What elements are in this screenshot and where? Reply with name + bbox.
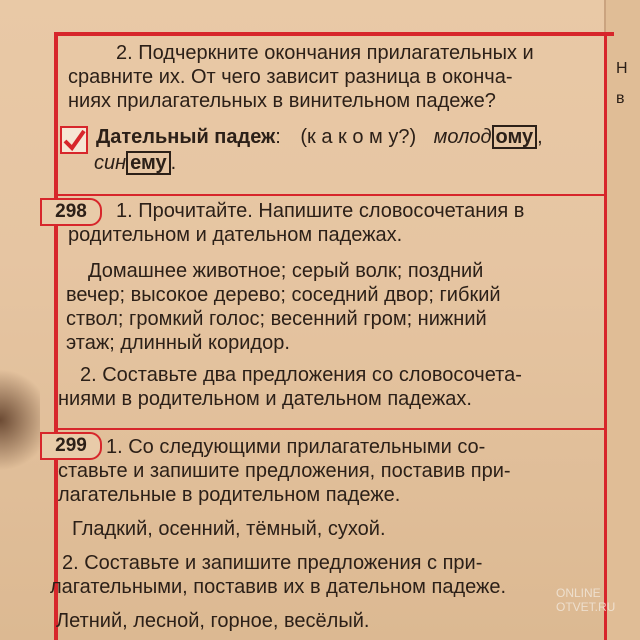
ex299-words2: Летний, лесной, горное, весёлый.	[56, 610, 370, 632]
separator-299	[54, 428, 606, 430]
ex299-task2-line2: лагательными, поставив их в дательном падеже.	[50, 576, 507, 598]
note-word2-stem: син	[94, 152, 127, 174]
ex298-words-line3: ствол; громкий голос; весенний гром; нижний	[66, 308, 487, 330]
note-line1	[96, 124, 543, 150]
ex298-task1-line2: родительном и дательном падежах.	[68, 224, 403, 246]
ex298-words-line1: Домашнее животное; серый волк; поздний	[88, 260, 484, 282]
note-line2	[94, 150, 176, 176]
note-colon: :	[275, 126, 281, 148]
exercise-number-299: 299	[40, 432, 102, 460]
separator-298	[54, 194, 606, 196]
watermark-logo	[556, 586, 636, 626]
next-page-letter: в	[616, 90, 625, 107]
note-word1-ending: ому	[492, 125, 538, 149]
ex298-task2-line2: ниями в родительном и дательном падежах.	[58, 388, 472, 410]
frame-top	[54, 32, 614, 36]
top-task-line3: ниях прилагательных в винительном падеже?	[68, 90, 496, 112]
frame-right	[604, 32, 607, 640]
finger-shadow	[0, 360, 40, 480]
ex298-words-line2: вечер; высокое дерево; соседний двор; гибкий	[66, 284, 501, 306]
watermark-line1: ONLINE	[556, 586, 601, 600]
watermark-line2: OTVET.RU	[556, 600, 616, 614]
note-word2-ending: ему	[126, 151, 171, 175]
exercise-number-298: 298	[40, 198, 102, 226]
note-label: Дательный падеж	[96, 126, 276, 148]
ex299-task2-line1: 2. Составьте и запишите предложения с при-	[62, 552, 483, 574]
ex298-task1-line1: 1. Прочитайте. Напишите словосочетания в	[116, 200, 525, 222]
ex298-task2-line1: 2. Составьте два предложения со словосочета-	[80, 364, 522, 386]
note-dot: .	[170, 152, 177, 174]
ex299-task1-line1: 1. Со следующими прилагательными со-	[106, 436, 486, 458]
note-comma: ,	[537, 126, 543, 148]
ex299-words1: Гладкий, осенний, тёмный, сухой.	[72, 518, 386, 540]
ex299-task1-line3: лагательные в родительном падеже.	[58, 484, 401, 506]
next-page-letter: Н	[616, 60, 628, 77]
ex299-task1-line2: ставьте и запишите предложения, поставив при-	[58, 460, 511, 482]
checkmark-icon	[60, 126, 88, 154]
top-task-line1: 2. Подчеркните окончания прилагательных и	[116, 42, 534, 64]
note-question: (к а к о м у?)	[300, 126, 417, 148]
top-task-line2: сравните их. От чего зависит разница в оконча-	[68, 66, 513, 88]
note-word1-stem: молод	[433, 126, 492, 148]
ex298-words-line4: этаж; длинный коридор.	[66, 332, 290, 354]
frame-left	[54, 32, 58, 640]
